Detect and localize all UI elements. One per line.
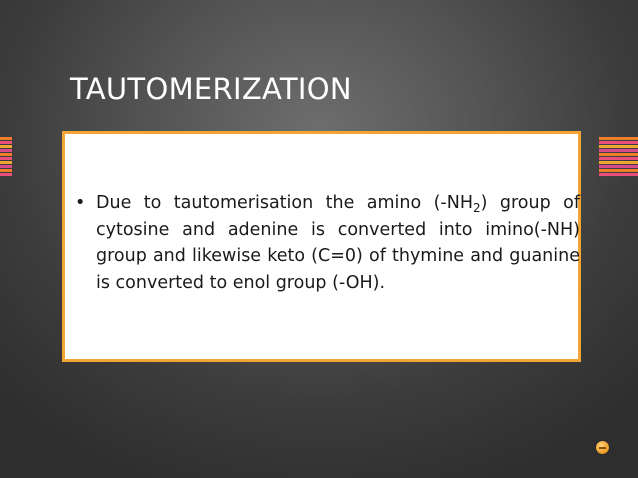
bullet-text-end: ) group of cytosine and adenine is converted into imino(-NH) group and likewise keto (C=0) of thymine and guanine is converted to enol group (-OH).	[96, 193, 580, 293]
stripe-line	[0, 137, 12, 140]
stripe-line	[599, 149, 638, 152]
stripe-line	[0, 165, 12, 168]
content-box	[62, 131, 581, 362]
bullet-marker: •	[75, 193, 86, 213]
stripe-line	[0, 141, 12, 144]
stripe-line	[0, 169, 12, 172]
slide-title: TAUTOMERIZATION	[70, 72, 352, 106]
stripe-line	[0, 157, 12, 160]
stripe-line	[0, 161, 12, 164]
stripe-line	[0, 153, 12, 156]
bullet-subscript: 2	[473, 201, 481, 215]
stripe-line	[599, 145, 638, 148]
bullet-text-start: Due to tautomerisation the amino (-NH	[96, 193, 473, 213]
stripe-line	[599, 141, 638, 144]
right-striped-bar-icon	[599, 137, 638, 177]
stripe-line	[599, 153, 638, 156]
next-slide-icon[interactable]	[596, 441, 609, 454]
stripe-line	[599, 157, 638, 160]
stripe-line	[599, 161, 638, 164]
bullet-list	[73, 190, 580, 296]
stripe-line	[0, 145, 12, 148]
left-striped-bar-icon	[0, 137, 12, 177]
stripe-line	[599, 165, 638, 168]
stripe-line	[599, 137, 638, 140]
bullet-item	[73, 190, 580, 296]
stripe-line	[0, 149, 12, 152]
stripe-line	[599, 169, 638, 172]
stripe-line	[0, 173, 12, 176]
stripe-line	[599, 173, 638, 176]
